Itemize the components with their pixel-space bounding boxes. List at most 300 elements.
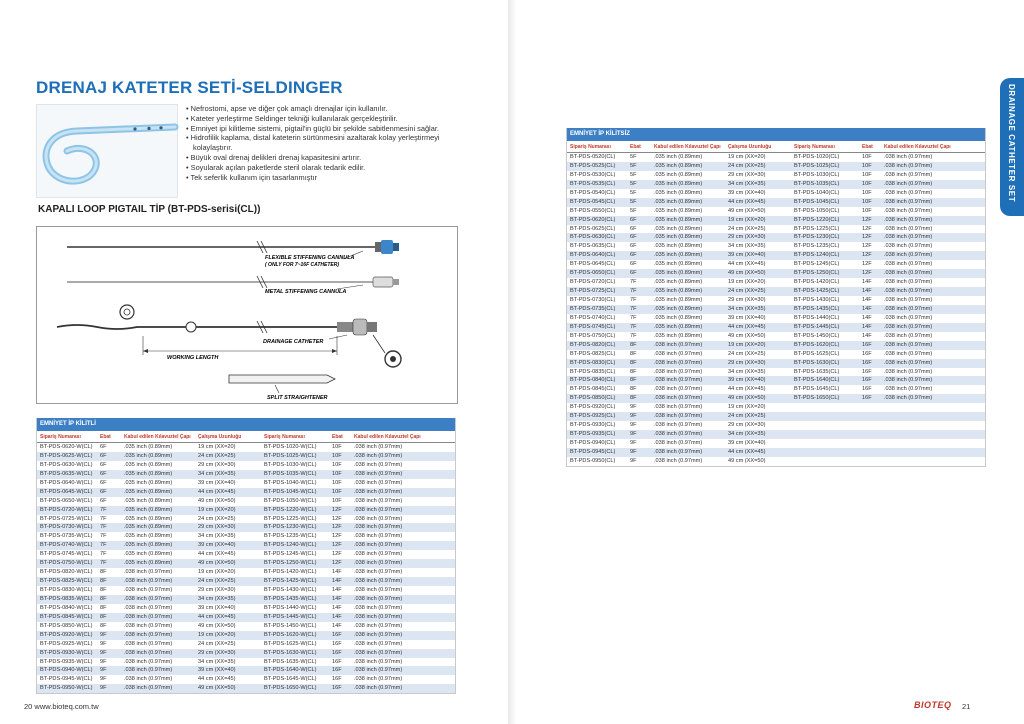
label-drainage-catheter: DRAINAGE CATHETER bbox=[263, 339, 324, 345]
table-cell: .035 inch (0.89mm) bbox=[654, 154, 703, 160]
table-row bbox=[37, 443, 455, 452]
table-cell: 19 cm (XX=20) bbox=[728, 341, 766, 348]
table-cell: .038 inch (0.97mm) bbox=[884, 359, 933, 366]
table-cell: BT-PDS-1230(CL) bbox=[794, 234, 840, 241]
table-cell: 34 cm (XX=35) bbox=[728, 243, 766, 250]
table-row bbox=[37, 640, 455, 649]
table-row bbox=[567, 341, 985, 350]
table-cell: .038 inch (0.97mm) bbox=[124, 578, 173, 585]
footer-left: 20 www.bioteq.com.tw bbox=[24, 702, 99, 711]
table-cell: BT-PDS-0520(CL) bbox=[570, 154, 616, 160]
table-cell: BT-PDS-1440-W(CL) bbox=[264, 604, 317, 611]
table-cell: .035 inch (0.89mm) bbox=[124, 452, 173, 459]
table-cell: 14F bbox=[332, 595, 342, 602]
table-cell: BT-PDS-1035-W(CL) bbox=[264, 470, 317, 477]
table-cell: BT-PDS-0635-W(CL) bbox=[40, 470, 93, 477]
table-cell: 49 cm (XX=50) bbox=[728, 207, 766, 214]
table-cell: .038 inch (0.97mm) bbox=[354, 613, 403, 620]
table-row bbox=[37, 649, 455, 658]
table-cell: 6F bbox=[630, 216, 637, 223]
table-cell bbox=[859, 457, 881, 466]
table-cell: 24 cm (XX=25) bbox=[198, 578, 236, 585]
table-cell: 7F bbox=[100, 524, 107, 531]
table-cell: BT-PDS-0640-W(CL) bbox=[40, 479, 93, 486]
table-row bbox=[37, 541, 455, 550]
table-cell: .035 inch (0.89mm) bbox=[124, 479, 173, 486]
table-cell: 16F bbox=[862, 386, 872, 393]
table-cell: BT-PDS-1045-W(CL) bbox=[264, 488, 317, 495]
table-cell: 16F bbox=[332, 649, 342, 656]
table-cell: .038 inch (0.97mm) bbox=[654, 457, 703, 464]
table-cell: .035 inch (0.89mm) bbox=[654, 207, 703, 214]
table-cell: 34 cm (XX=35) bbox=[728, 180, 766, 187]
table-cell: 10F bbox=[332, 444, 342, 450]
table-cell bbox=[791, 448, 859, 457]
table-cell: .035 inch (0.89mm) bbox=[654, 332, 703, 339]
table-cell: 29 cm (XX=30) bbox=[728, 359, 766, 366]
label-working-length: WORKING LENGTH bbox=[167, 355, 219, 361]
table-cell: BT-PDS-0730-W(CL) bbox=[40, 524, 93, 531]
table-cell: BT-PDS-1250(CL) bbox=[794, 270, 840, 277]
table-cell: 49 cm (XX=50) bbox=[198, 560, 236, 567]
table-cell: .038 inch (0.97mm) bbox=[354, 470, 403, 477]
feature-item: • Hidrofilik kaplama, distal kateterin sürtünmesini azaltarak kolay yerleştirmeyi kolaylaştırır. bbox=[186, 133, 440, 153]
table-cell: 39 cm (XX=40) bbox=[198, 667, 236, 674]
table-cell: 34 cm (XX=35) bbox=[728, 305, 766, 312]
table-cell: 9F bbox=[630, 431, 637, 438]
table-cell: 39 cm (XX=40) bbox=[728, 440, 766, 446]
table-cell bbox=[859, 439, 881, 448]
table-row bbox=[567, 412, 985, 421]
table-cell: BT-PDS-1620(CL) bbox=[794, 341, 840, 348]
table-cell: 7F bbox=[100, 533, 107, 540]
table-cell: .038 inch (0.97mm) bbox=[354, 551, 403, 558]
table-row bbox=[37, 515, 455, 524]
table-cell: 6F bbox=[100, 488, 107, 495]
table-cell: 49 cm (XX=50) bbox=[198, 622, 236, 629]
table-title: EMNİYET İP KİLİTLİ bbox=[37, 418, 455, 431]
table-cell: 49 cm (XX=50) bbox=[728, 332, 766, 339]
table-cell: 16F bbox=[862, 359, 872, 366]
table-cell: .035 inch (0.89mm) bbox=[654, 171, 703, 178]
table-cell: .038 inch (0.97mm) bbox=[354, 622, 403, 629]
table-cell: BT-PDS-0925(CL) bbox=[570, 413, 616, 420]
table-cell: .038 inch (0.97mm) bbox=[884, 252, 933, 259]
table-cell: BT-PDS-1650(CL) bbox=[794, 395, 840, 402]
header-cell: Ebat bbox=[332, 434, 343, 440]
table-cell: .035 inch (0.89mm) bbox=[124, 560, 173, 567]
table-cell: .035 inch (0.89mm) bbox=[654, 305, 703, 312]
table-cell: .038 inch (0.97mm) bbox=[354, 595, 403, 602]
table-cell: .038 inch (0.97mm) bbox=[354, 604, 403, 611]
table-cell: 29 cm (XX=30) bbox=[198, 524, 236, 531]
table-cell: 7F bbox=[100, 560, 107, 567]
table-cell: BT-PDS-0745-W(CL) bbox=[40, 551, 93, 558]
table-cell: .038 inch (0.97mm) bbox=[354, 542, 403, 549]
table-cell: 49 cm (XX=50) bbox=[198, 685, 236, 692]
table-cell: .038 inch (0.97mm) bbox=[654, 359, 703, 366]
table-cell: .035 inch (0.89mm) bbox=[124, 515, 173, 522]
table-cell: 16F bbox=[862, 395, 872, 402]
table-cell: .038 inch (0.97mm) bbox=[884, 279, 933, 286]
table-row bbox=[37, 666, 455, 675]
table-cell: .038 inch (0.97mm) bbox=[354, 497, 403, 504]
table-cell: BT-PDS-1230-W(CL) bbox=[264, 524, 317, 531]
table-cell: 12F bbox=[332, 551, 342, 558]
table-cell: 6F bbox=[100, 497, 107, 504]
table-cell: 9F bbox=[630, 457, 637, 464]
table-cell: .038 inch (0.97mm) bbox=[354, 461, 403, 468]
table-row bbox=[567, 207, 985, 216]
table-cell: .038 inch (0.97mm) bbox=[354, 569, 403, 576]
table-cell: .038 inch (0.97mm) bbox=[884, 377, 933, 384]
table-cell: BT-PDS-0635(CL) bbox=[570, 243, 616, 250]
table-cell: BT-PDS-1235(CL) bbox=[794, 243, 840, 250]
table-cell: 16F bbox=[862, 377, 872, 384]
table-row bbox=[37, 452, 455, 461]
table-cell: 14F bbox=[862, 279, 872, 286]
table-cell: .035 inch (0.89mm) bbox=[654, 189, 703, 196]
table-cell: 14F bbox=[862, 332, 872, 339]
table-cell: BT-PDS-1650-W(CL) bbox=[264, 685, 317, 692]
table-cell: 5F bbox=[630, 198, 637, 205]
table-cell bbox=[859, 412, 881, 421]
table-cell: 29 cm (XX=30) bbox=[198, 461, 236, 468]
table-row bbox=[567, 376, 985, 385]
header-cell: Çalışma Uzunluğu bbox=[728, 144, 772, 150]
table-cell: 10F bbox=[862, 162, 872, 169]
table-row bbox=[567, 439, 985, 448]
label-metal-cannula: METAL STIFFENING CANNULA bbox=[265, 289, 347, 295]
page-spine bbox=[508, 0, 516, 724]
table-cell: .038 inch (0.97mm) bbox=[354, 667, 403, 674]
table-cell: BT-PDS-0845-W(CL) bbox=[40, 613, 93, 620]
header-cell: Ebat bbox=[630, 144, 641, 150]
table-cell: 29 cm (XX=30) bbox=[728, 171, 766, 178]
table-cell: 39 cm (XX=40) bbox=[728, 189, 766, 196]
table-cell: BT-PDS-1625(CL) bbox=[794, 350, 840, 357]
table-cell bbox=[881, 403, 985, 412]
table-row bbox=[567, 430, 985, 439]
table-cell: BT-PDS-0720-W(CL) bbox=[40, 506, 93, 513]
table-cell: 16F bbox=[862, 341, 872, 348]
table-cell: 9F bbox=[630, 413, 637, 420]
table-cell bbox=[791, 403, 859, 412]
table-row bbox=[37, 568, 455, 577]
table-header bbox=[567, 141, 985, 153]
table-cell: .035 inch (0.89mm) bbox=[124, 551, 173, 558]
table-cell: BT-PDS-0650-W(CL) bbox=[40, 497, 93, 504]
table-cell: 34 cm (XX=35) bbox=[198, 470, 236, 477]
table-cell: .038 inch (0.97mm) bbox=[654, 448, 703, 455]
table-cell: 9F bbox=[100, 676, 107, 683]
table-cell: BT-PDS-0820-W(CL) bbox=[40, 569, 93, 576]
table-cell: .038 inch (0.97mm) bbox=[654, 386, 703, 393]
table-cell bbox=[881, 412, 985, 421]
table-cell: BT-PDS-1440(CL) bbox=[794, 314, 840, 321]
table-cell: BT-PDS-1040(CL) bbox=[794, 189, 840, 196]
table-cell: BT-PDS-1020-W(CL) bbox=[264, 444, 317, 450]
table-cell: .035 inch (0.89mm) bbox=[124, 470, 173, 477]
table-cell: BT-PDS-1250-W(CL) bbox=[264, 560, 317, 567]
table-cell: .038 inch (0.97mm) bbox=[354, 560, 403, 567]
table-cell: 24 cm (XX=25) bbox=[728, 350, 766, 357]
table-cell: BT-PDS-0530(CL) bbox=[570, 171, 616, 178]
table-cell: 14F bbox=[332, 578, 342, 585]
table-cell: .038 inch (0.97mm) bbox=[354, 533, 403, 540]
table-cell: 29 cm (XX=30) bbox=[728, 422, 766, 429]
table-row bbox=[37, 559, 455, 568]
table-row bbox=[567, 198, 985, 207]
table-cell: BT-PDS-0830(CL) bbox=[570, 359, 616, 366]
table-cell: BT-PDS-0535(CL) bbox=[570, 180, 616, 187]
table-cell: .038 inch (0.97mm) bbox=[124, 685, 173, 692]
table-row bbox=[567, 153, 985, 162]
table-cell: 14F bbox=[862, 297, 872, 303]
table-cell: 7F bbox=[100, 551, 107, 558]
table-cell: 16F bbox=[862, 368, 872, 375]
table-cell: 44 cm (XX=45) bbox=[728, 261, 766, 268]
table-cell: BT-PDS-0920-W(CL) bbox=[40, 631, 93, 638]
table-cell: BT-PDS-1425-W(CL) bbox=[264, 578, 317, 585]
table-row bbox=[567, 233, 985, 242]
table-cell: 6F bbox=[630, 270, 637, 277]
table-cell: BT-PDS-0940-W(CL) bbox=[40, 667, 93, 674]
header-cell: Sipariş Numarası bbox=[794, 144, 835, 150]
table-cell: .038 inch (0.97mm) bbox=[354, 640, 403, 647]
table-cell: BT-PDS-0945-W(CL) bbox=[40, 676, 93, 683]
table-cell: BT-PDS-0620-W(CL) bbox=[40, 444, 93, 450]
table-cell: 9F bbox=[100, 631, 107, 638]
table-cell: 19 cm (XX=20) bbox=[728, 279, 766, 286]
table-cell: 9F bbox=[100, 640, 107, 647]
table-cell: BT-PDS-1245(CL) bbox=[794, 261, 840, 268]
table-cell: BT-PDS-0945(CL) bbox=[570, 448, 616, 455]
table-cell: 5F bbox=[630, 189, 637, 196]
table-cell: 24 cm (XX=25) bbox=[198, 515, 236, 522]
table-cell: 44 cm (XX=45) bbox=[728, 323, 766, 330]
table-cell: BT-PDS-1640-W(CL) bbox=[264, 667, 317, 674]
table-cell: .038 inch (0.97mm) bbox=[884, 395, 933, 402]
table-cell: 14F bbox=[862, 305, 872, 312]
table-cell: .038 inch (0.97mm) bbox=[354, 444, 403, 450]
product-photo bbox=[36, 104, 178, 198]
feature-item: • Büyük oval drenaj delikleri drenaj kapasitesini artırır. bbox=[186, 152, 362, 162]
table-cell: 19 cm (XX=20) bbox=[198, 569, 236, 576]
table-cell: 49 cm (XX=50) bbox=[728, 395, 766, 402]
table-row bbox=[567, 162, 985, 171]
table-cell: BT-PDS-0825(CL) bbox=[570, 350, 616, 357]
table-cell: BT-PDS-1625-W(CL) bbox=[264, 640, 317, 647]
table-cell: .038 inch (0.97mm) bbox=[884, 297, 933, 303]
table-row bbox=[37, 461, 455, 470]
header-cell: Kabul edilen Kılavuztel Çapı bbox=[124, 434, 191, 440]
table-row bbox=[37, 523, 455, 532]
table-cell: BT-PDS-1430-W(CL) bbox=[264, 587, 317, 593]
table-cell: .038 inch (0.97mm) bbox=[884, 234, 933, 241]
table-cell: .038 inch (0.97mm) bbox=[124, 631, 173, 638]
table-cell: BT-PDS-1225(CL) bbox=[794, 225, 840, 232]
table-cell: .038 inch (0.97mm) bbox=[884, 171, 933, 178]
table-cell: .038 inch (0.97mm) bbox=[354, 479, 403, 486]
table-without-lock bbox=[566, 128, 986, 467]
table-cell: 10F bbox=[862, 207, 872, 214]
table-cell: BT-PDS-0845(CL) bbox=[570, 386, 616, 393]
table-cell: BT-PDS-0730(CL) bbox=[570, 297, 616, 303]
table-cell: 44 cm (XX=45) bbox=[198, 551, 236, 558]
table-cell: .038 inch (0.97mm) bbox=[884, 243, 933, 250]
table-row bbox=[567, 296, 985, 305]
table-cell: 16F bbox=[332, 631, 342, 638]
table-cell: BT-PDS-1645(CL) bbox=[794, 386, 840, 393]
table-cell: .038 inch (0.97mm) bbox=[884, 270, 933, 277]
table-row bbox=[567, 350, 985, 359]
table-cell: 44 cm (XX=45) bbox=[198, 613, 236, 620]
side-tab bbox=[1000, 78, 1024, 216]
table-cell: 19 cm (XX=20) bbox=[198, 631, 236, 638]
table-cell: 8F bbox=[630, 359, 637, 366]
table-cell: 39 cm (XX=40) bbox=[728, 377, 766, 384]
table-cell: .035 inch (0.89mm) bbox=[654, 261, 703, 268]
table-cell: 12F bbox=[332, 533, 342, 540]
table-cell: BT-PDS-0935-W(CL) bbox=[40, 658, 93, 665]
table-cell: .038 inch (0.97mm) bbox=[884, 323, 933, 330]
table-cell: .035 inch (0.89mm) bbox=[654, 234, 703, 241]
table-cell: BT-PDS-1225-W(CL) bbox=[264, 515, 317, 522]
table-row bbox=[37, 684, 455, 693]
header-cell: Ebat bbox=[100, 434, 111, 440]
table-cell: BT-PDS-0630(CL) bbox=[570, 234, 616, 241]
table-cell: 44 cm (XX=45) bbox=[728, 198, 766, 205]
table-cell: 9F bbox=[100, 658, 107, 665]
table-cell: BT-PDS-0750-W(CL) bbox=[40, 560, 93, 567]
table-cell: 8F bbox=[630, 341, 637, 348]
table-row bbox=[37, 577, 455, 586]
table-cell: BT-PDS-1635-W(CL) bbox=[264, 658, 317, 665]
table-cell: .038 inch (0.97mm) bbox=[124, 613, 173, 620]
table-cell: 16F bbox=[332, 658, 342, 665]
page-title: DRENAJ KATETER SETİ-SELDINGER bbox=[36, 78, 343, 97]
table-cell: .038 inch (0.97mm) bbox=[354, 685, 403, 692]
table-cell: 6F bbox=[630, 243, 637, 250]
table-cell: .035 inch (0.89mm) bbox=[124, 524, 173, 531]
table-cell: BT-PDS-1030(CL) bbox=[794, 171, 840, 178]
table-cell: .038 inch (0.97mm) bbox=[884, 350, 933, 357]
table-row bbox=[567, 189, 985, 198]
table-cell: BT-PDS-1620-W(CL) bbox=[264, 631, 317, 638]
table-cell: BT-PDS-0820(CL) bbox=[570, 341, 616, 348]
table-cell: 44 cm (XX=45) bbox=[198, 676, 236, 683]
feature-item: • Tek seferlik kullanım için tasarlanmıştır bbox=[186, 172, 318, 182]
table-row bbox=[37, 622, 455, 631]
table-cell: 29 cm (XX=30) bbox=[728, 297, 766, 303]
table-cell: 12F bbox=[332, 515, 342, 522]
table-cell: .038 inch (0.97mm) bbox=[124, 587, 173, 593]
table-cell: .038 inch (0.97mm) bbox=[354, 515, 403, 522]
table-cell: BT-PDS-1245-W(CL) bbox=[264, 551, 317, 558]
table-cell: BT-PDS-0750(CL) bbox=[570, 332, 616, 339]
table-title: EMNİYET İP KİLİTSİZ bbox=[567, 128, 985, 141]
table-cell: 10F bbox=[332, 488, 342, 495]
table-cell: 7F bbox=[100, 515, 107, 522]
table-cell: .038 inch (0.97mm) bbox=[124, 667, 173, 674]
table-cell: 8F bbox=[630, 395, 637, 402]
table-cell: .035 inch (0.89mm) bbox=[124, 542, 173, 549]
table-cell: 19 cm (XX=20) bbox=[198, 506, 236, 513]
table-cell: BT-PDS-1640(CL) bbox=[794, 377, 840, 384]
table-cell: 6F bbox=[100, 452, 107, 459]
table-cell: .038 inch (0.97mm) bbox=[654, 377, 703, 384]
table-cell: BT-PDS-1635(CL) bbox=[794, 368, 840, 375]
table-cell: 19 cm (XX=20) bbox=[728, 216, 766, 223]
table-row bbox=[37, 595, 455, 604]
header-cell: Sipariş Numarası bbox=[40, 434, 81, 440]
table-cell: BT-PDS-0835(CL) bbox=[570, 368, 616, 375]
table-cell: BT-PDS-1240-W(CL) bbox=[264, 542, 317, 549]
table-cell: 10F bbox=[862, 189, 872, 196]
table-cell bbox=[881, 430, 985, 439]
table-row bbox=[567, 457, 985, 466]
table-cell: 14F bbox=[332, 604, 342, 611]
table-with-lock bbox=[36, 418, 456, 694]
table-cell: .038 inch (0.97mm) bbox=[654, 422, 703, 429]
table-cell: BT-PDS-1420-W(CL) bbox=[264, 569, 317, 576]
table-cell: .035 inch (0.89mm) bbox=[654, 216, 703, 223]
table-cell: 8F bbox=[630, 377, 637, 384]
table-cell: BT-PDS-1235-W(CL) bbox=[264, 533, 317, 540]
table-cell: .038 inch (0.97mm) bbox=[354, 452, 403, 459]
table-row bbox=[567, 171, 985, 180]
table-cell: 19 cm (XX=20) bbox=[198, 444, 236, 450]
table-cell: 8F bbox=[630, 386, 637, 393]
table-row bbox=[37, 550, 455, 559]
table-cell: 10F bbox=[862, 154, 872, 160]
table-cell: BT-PDS-0950(CL) bbox=[570, 457, 616, 464]
table-cell: 10F bbox=[862, 198, 872, 205]
table-row bbox=[567, 278, 985, 287]
table-cell: 7F bbox=[630, 279, 637, 286]
table-cell: 8F bbox=[100, 604, 107, 611]
table-cell: .038 inch (0.97mm) bbox=[354, 658, 403, 665]
table-cell: 16F bbox=[862, 350, 872, 357]
table-cell: BT-PDS-1425(CL) bbox=[794, 288, 840, 295]
table-cell: BT-PDS-1050-W(CL) bbox=[264, 497, 317, 504]
table-cell: BT-PDS-0545(CL) bbox=[570, 198, 616, 205]
table-cell: 8F bbox=[100, 613, 107, 620]
table-row bbox=[37, 586, 455, 595]
table-cell: 16F bbox=[332, 685, 342, 692]
feature-item: • Emniyet ipi kilitleme sistemi, pigtail'in güçlü bir şekilde sabitlenmesini sağlar. bbox=[186, 123, 439, 133]
table-cell bbox=[791, 439, 859, 448]
table-cell: 12F bbox=[862, 252, 872, 259]
table-cell bbox=[859, 448, 881, 457]
table-cell: BT-PDS-0835-W(CL) bbox=[40, 595, 93, 602]
table-row bbox=[567, 260, 985, 269]
table-cell: .038 inch (0.97mm) bbox=[654, 404, 703, 411]
table-cell bbox=[881, 421, 985, 430]
table-cell: 8F bbox=[100, 622, 107, 629]
table-cell: .038 inch (0.97mm) bbox=[884, 261, 933, 268]
table-cell: 16F bbox=[332, 640, 342, 647]
table-cell: BT-PDS-0720(CL) bbox=[570, 279, 616, 286]
table-cell bbox=[791, 457, 859, 466]
table-cell: .038 inch (0.97mm) bbox=[354, 649, 403, 656]
table-row bbox=[567, 269, 985, 278]
table-cell bbox=[859, 421, 881, 430]
table-cell: 24 cm (XX=25) bbox=[728, 225, 766, 232]
table-cell: .038 inch (0.97mm) bbox=[884, 154, 933, 160]
table-cell: 6F bbox=[630, 261, 637, 268]
